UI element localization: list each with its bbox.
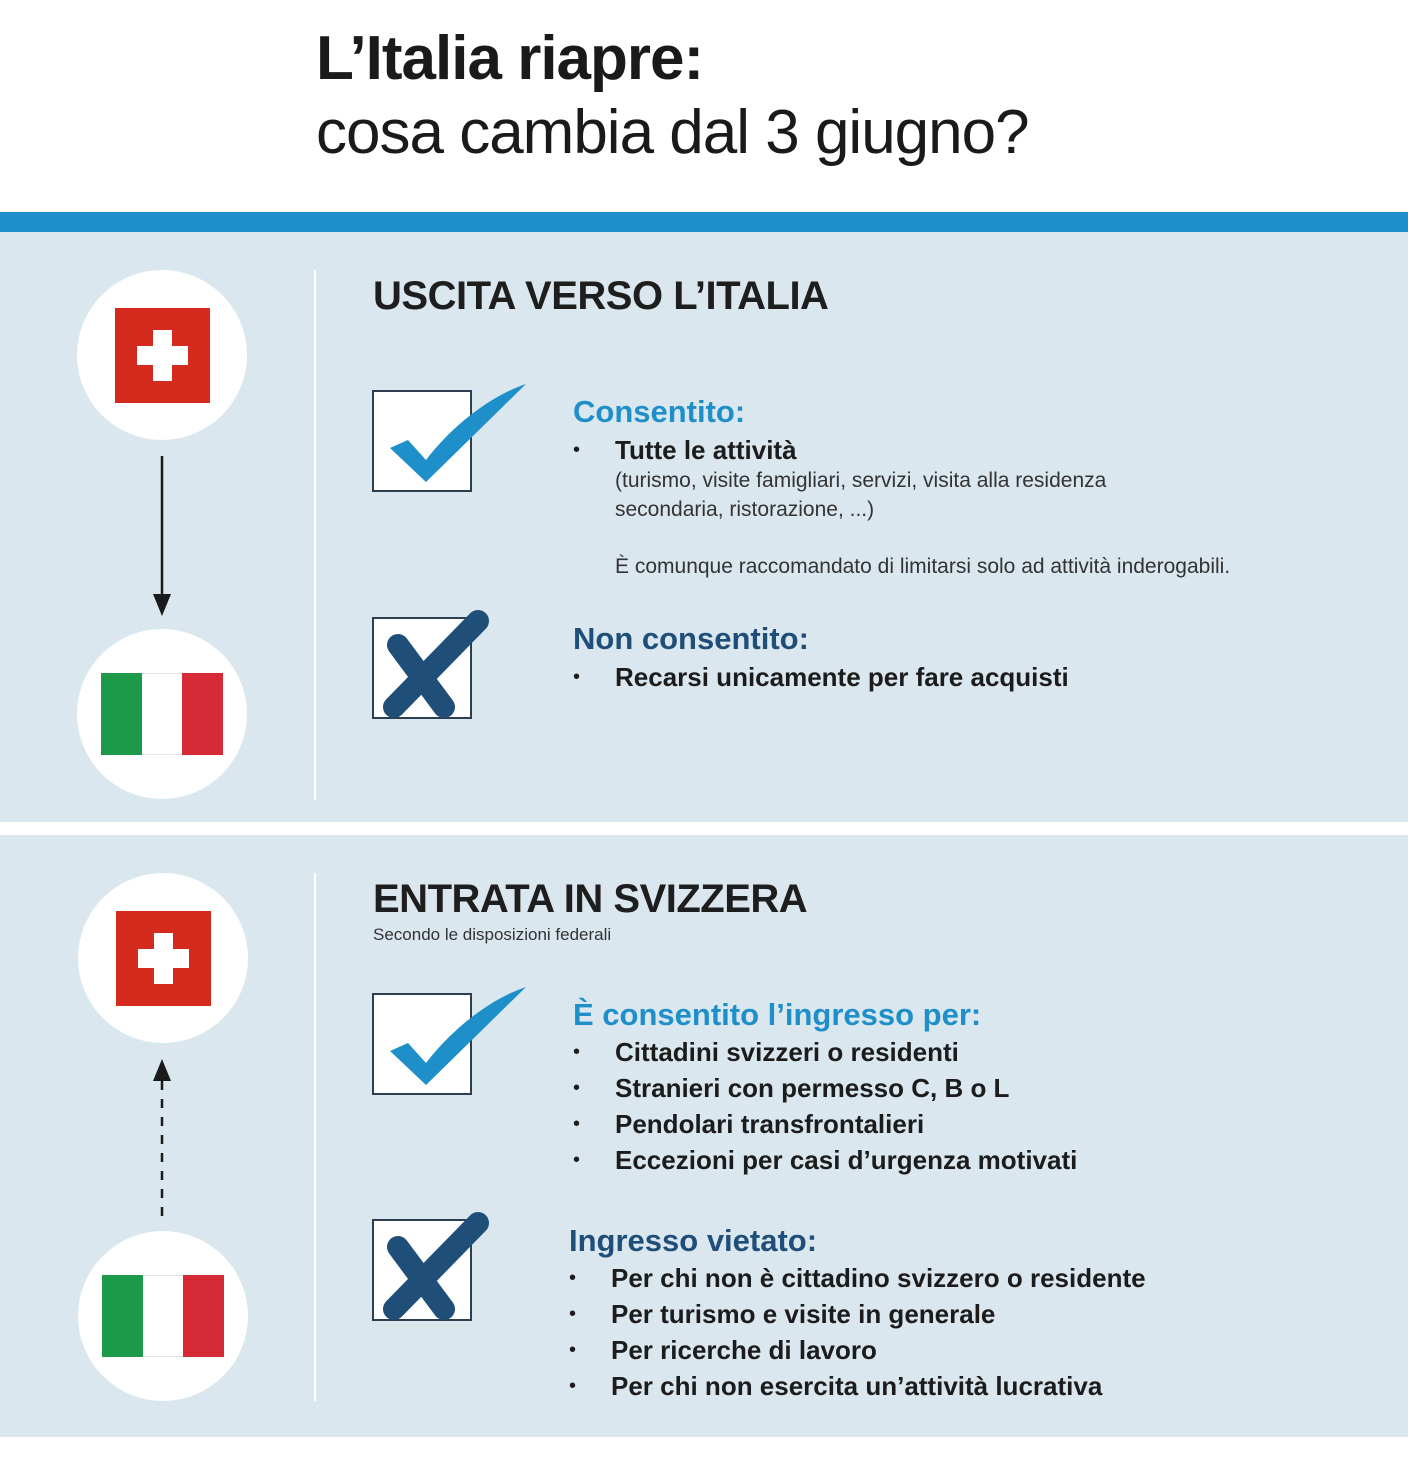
title-line-2: cosa cambia dal 3 giugno? [316,98,1029,167]
swiss-flag-icon [116,911,211,1006]
italian-flag-circle [77,629,247,799]
checkmark-icon [372,390,542,510]
checkmark-box [372,993,472,1095]
forbidden-list [573,659,1069,695]
header-divider-bar [0,212,1408,232]
swiss-flag-circle [77,270,247,440]
list-item: • Per chi non esercita un’attività lucrativa [569,1368,1146,1404]
italian-flag-icon [101,673,223,755]
swiss-flag-circle [78,873,248,1043]
cross-icon [372,617,502,737]
list-item: • Cittadini svizzeri o residenti [573,1034,1077,1070]
list-item: • Eccezioni per casi d’urgenza motivati [573,1142,1077,1178]
cross-icon [372,1219,502,1339]
section-subtitle: Secondo le disposizioni federali [373,925,612,944]
arrow-down-icon [150,454,174,618]
entry-section [0,835,1408,1437]
dashed-arrow-up-icon [150,1057,174,1219]
page-title [316,22,1029,170]
cross-box [372,617,472,719]
allowed-note: È comunque raccomandato di limitarsi solo ad attività inderogabili. [615,555,1231,578]
swiss-flag-icon [115,308,210,403]
cross-box [372,1219,472,1321]
forbidden-heading: Ingresso vietato: [569,1223,818,1258]
title-line-1: L’Italia riapre: [316,24,704,93]
section-divider [314,873,316,1401]
list-item: • Tutte le attività [573,432,797,468]
list-item: • Per ricerche di lavoro [569,1332,1146,1368]
list-item: • Per turismo e visite in generale [569,1296,1146,1332]
allowed-heading: È consentito l’ingresso per: [573,997,982,1032]
section-title: ENTRATA IN SVIZZERA [373,877,808,921]
checkmark-box [372,390,472,492]
allowed-list [573,432,797,468]
allowed-list [573,1034,1077,1178]
checkmark-icon [372,993,542,1113]
forbidden-heading: Non consentito: [573,621,809,656]
section-title: USCITA VERSO L’ITALIA [373,274,829,318]
allowed-heading: Consentito: [573,394,746,429]
list-item: • Recarsi unicamente per fare acquisti [573,659,1069,695]
italian-flag-icon [102,1275,224,1357]
italian-flag-circle [78,1231,248,1401]
allowed-detail: (turismo, visite famigliari, servizi, visita alla residenza secondaria, ristorazione, ...) [615,469,1107,521]
list-item: • Stranieri con permesso C, B o L [573,1070,1077,1106]
exit-section [0,232,1408,822]
list-item: • Per chi non è cittadino svizzero o residente [569,1260,1146,1296]
forbidden-list [569,1260,1146,1404]
list-item: • Pendolari transfrontalieri [573,1106,1077,1142]
section-divider [314,270,316,800]
